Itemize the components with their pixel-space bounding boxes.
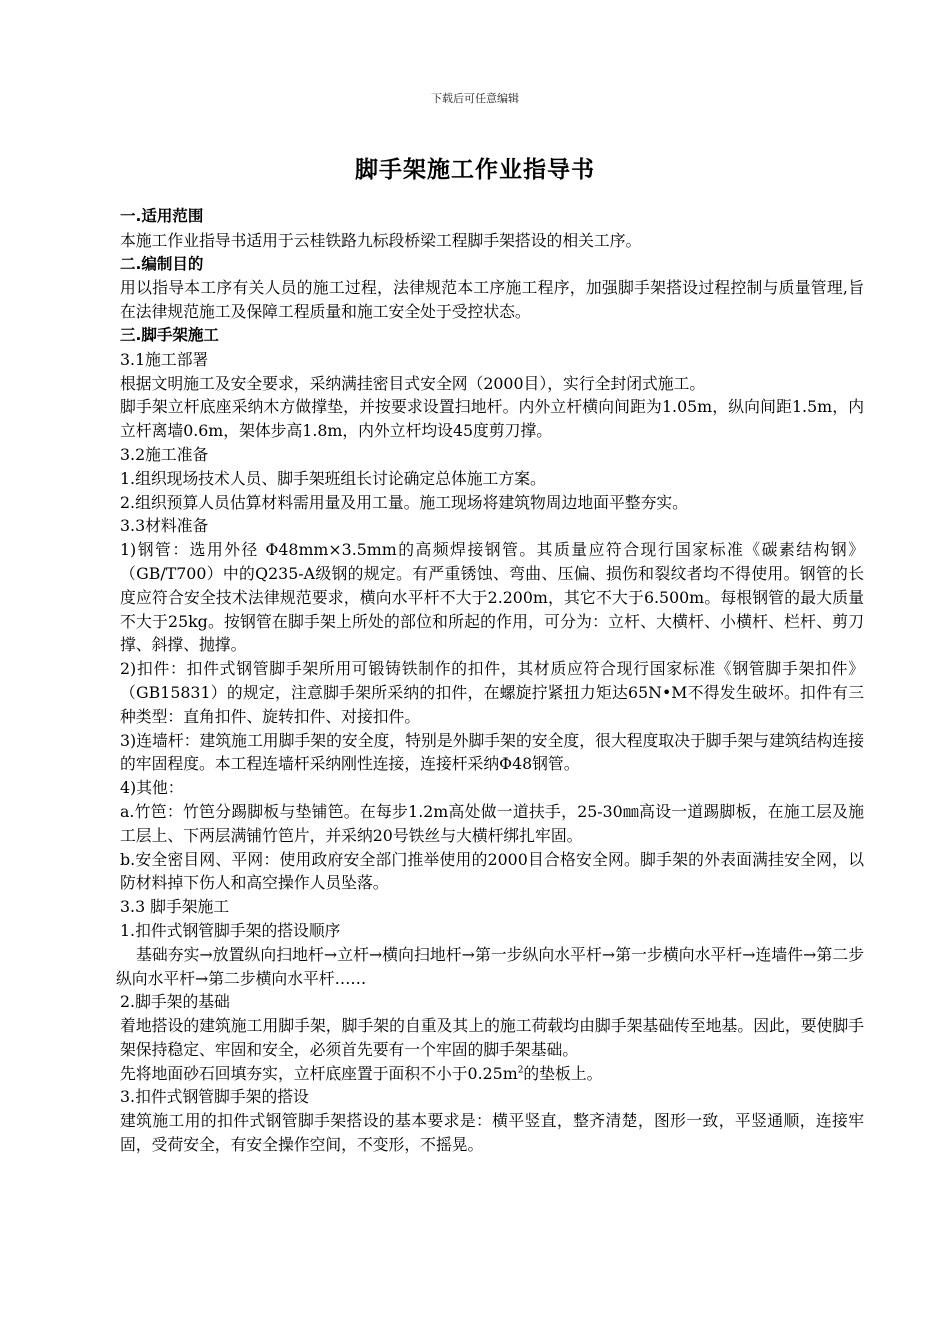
paragraph: 用以指导本工序有关人员的施工过程，法律规范本工序施工程序，加强脚手架搭设过程控制与质量管理,旨在法律规范施工及保障工程质量和施工安全处于受控状态。: [120, 278, 864, 322]
paragraph: b.安全密目网、平网：使用政府安全部门推举使用的2000目合格安全网。脚手架的外表面满挂安全网，以防材料掉下伤人和高空操作人员坠落。: [120, 849, 864, 893]
paragraph: a.竹笆：竹笆分踢脚板与垫铺笆。在每步1.2m高处做一道扶手，25-30㎜高设一道踢脚板，在施工层及施工层上、下两层满铺竹笆片，并采纳20号铁丝与大横杆绑扎牢固。: [120, 801, 864, 845]
item-heading: 2.脚手架的基础: [120, 992, 230, 1012]
section-heading: 二.编制目的: [120, 254, 204, 273]
paragraph: 2.组织预算人员估算材料需用量及用工量。施工现场将建筑物周边地面平整夯实。: [120, 492, 688, 512]
paragraph: 1.组织现场技术人员、脚手架班组长讨论确定总体施工方案。: [120, 468, 546, 488]
subsection-heading: 3.2施工准备: [120, 444, 209, 464]
section-heading: 三.脚手架施工: [120, 325, 219, 344]
subsection-heading: 3.3材料准备: [120, 516, 209, 536]
paragraph: 4)其他：: [120, 778, 184, 798]
paragraph: 3)连墙杆：建筑施工用脚手架的安全度，特别是外脚手架的安全度，很大程度取决于脚手架与建筑结构连接的牢固程度。本工程连墙杆采纳刚性连接，连接杆采纳Φ48钢管。: [120, 730, 864, 774]
document-body: [116, 205, 864, 1157]
paragraph: 本施工作业指导书适用于云桂铁路九标段桥梁工程脚手架搭设的相关工序。: [120, 230, 642, 250]
superscript: 2: [517, 1065, 524, 1076]
section-heading: 一.适用范围: [120, 207, 204, 225]
paragraph: 2)扣件：扣件式钢管脚手架所用可锻铸铁制作的扣件，其材质应符合现行国家标准《钢管脚手架扣件》（GB15831）的规定，注意脚手架所采纳的扣件，在螺旋拧紧扭力矩达65N•M不得发生破坏。扣件有三种类型：直角扣件、旋转扣件、对接扣件。: [120, 659, 864, 726]
header-note: 下载后可任意编辑: [431, 92, 519, 105]
paragraph-text-end: 的垫板上。: [523, 1063, 603, 1083]
item-heading: 3.扣件式钢管脚手架的搭设: [120, 1087, 309, 1107]
paragraph: 着地搭设的建筑施工用脚手架，脚手架的自重及其上的施工荷载均由脚手架基础传至地基。因此，要使脚手架保持稳定、牢固和安全，必须首先要有一个牢固的脚手架基础。: [120, 1016, 864, 1059]
subsection-heading: 3.3 脚手架施工: [120, 897, 230, 917]
paragraph: 脚手架立杆底座采纳木方做撑垫，并按要求设置扫地杆。内外立杆横向间距为1.05m，纵向间距1.5m，内立杆离墙0.6m，架体步高1.8m，内外立杆均设45度剪刀撑。: [120, 397, 864, 441]
paragraph-text: 先将地面砂石回填夯实，立杆底座置于面积不小于0.25m: [120, 1063, 518, 1083]
paragraph: 建筑施工用的扣件式钢管脚手架搭设的基本要求是：横平竖直，整齐清楚，图形一致，平竖通顺，连接牢固，受荷安全，有安全操作空间，不变形，不摇晃。: [120, 1111, 864, 1155]
paragraph: 1)钢管：选用外径 Φ48mm×3.5mm的高频焊接钢管。其质量应符合现行国家标准《碳素结构钢》（GB/T700）中的Q235-A级钢的规定。有严重锈蚀、弯曲、压偏、损伤和裂纹者均不得使用。钢管的长度应符合安全技术法律规范要求，横向水平杆不大于2.200m，其它不大于6.500m。每根钢管的最大质量不大于25kg。按钢管在脚手架上所处的部位和所起的作用，可分为：立杆、大横杆、小横杆、栏杆、剪刀撑、斜撑、抛撑。: [120, 540, 864, 655]
document-title: 脚手架施工作业指导书: [355, 157, 595, 183]
item-heading: 1.扣件式钢管脚手架的搭设顺序: [120, 920, 341, 940]
paragraph: [116, 1062, 864, 1086]
subsection-heading: 3.1施工部署: [120, 349, 209, 369]
paragraph: 基础夯实→放置纵向扫地杆→立杆→横向扫地杆→第一步纵向水平杆→第一步横向水平杆→连墙件→第二步纵向水平杆→第二步横向水平杆……: [116, 944, 864, 988]
paragraph: 根据文明施工及安全要求，采纳满挂密目式安全网（2000目），实行全封闭式施工。: [120, 373, 706, 393]
